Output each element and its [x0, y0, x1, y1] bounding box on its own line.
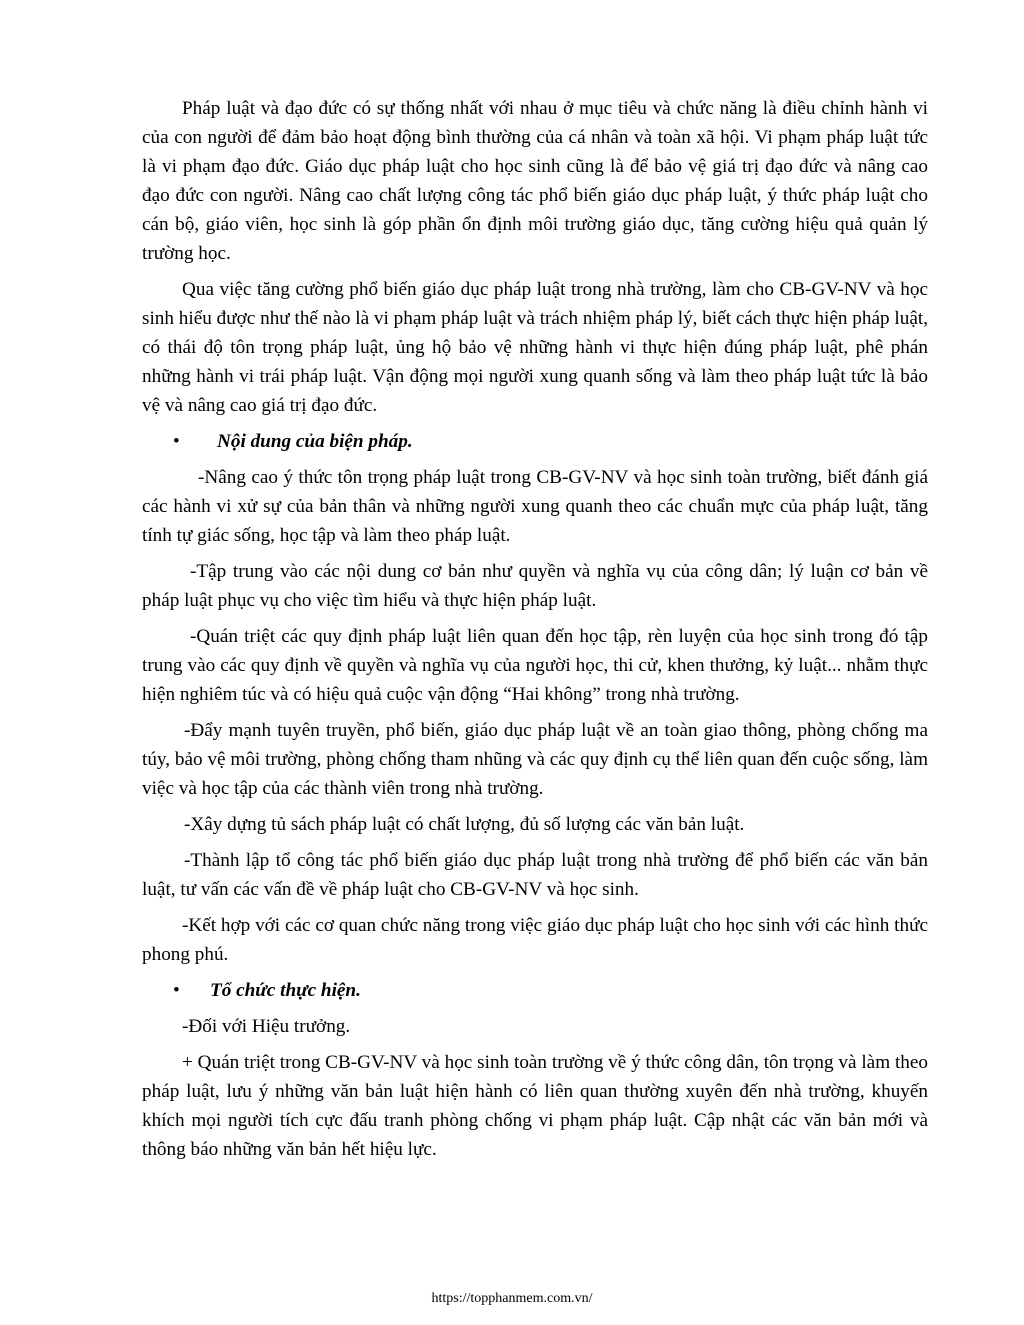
bullet-icon: • [173, 431, 180, 452]
paragraph-9: -Kết hợp với các cơ quan chức năng trong việc giáo dục pháp luật cho học sinh với các hình thức phong phú. [142, 915, 928, 965]
heading-to-chuc: Tổ chức thực hiện. [210, 980, 361, 1001]
footer-url: https://topphanmem.com.vn/ [431, 1291, 593, 1306]
bullet-icon: • [173, 980, 180, 1001]
paragraph-5: -Quán triệt các quy định pháp luật liên quan đến học tập, rèn luyện của học sinh trong đó tập trung vào các quy định về quyền và nghĩa vụ của người học, thi cử, khen thưởng, kỷ luật... nhằm thực hiện nghiêm túc và có hiệu quả cuộc vận động “Hai không” trong nhà trường. [142, 626, 928, 705]
paragraph-3: -Nâng cao ý thức tôn trọng pháp luật trong CB-GV-NV và học sinh toàn trường, biết đánh giá các hành vi xử sự của bản thân và những người xung quanh theo các chuẩn mực của pháp luật, tăng tính tự giác sống, học tập và làm theo pháp luật. [142, 467, 928, 546]
document-body [142, 94, 928, 1171]
paragraph-11: + Quán triệt trong CB-GV-NV và học sinh toàn trường về ý thức công dân, tôn trọng và làm theo pháp luật, lưu ý những văn bản luật hiện hành có liên quan thường xuyên đến nhà trường, khuyến khích mọi người tích cực đấu tranh phòng chống vi phạm pháp luật. Cập nhật các văn bản mới và thông báo những văn bản hết hiệu lực. [142, 1052, 928, 1160]
heading-noi-dung: Nội dung của biện pháp. [217, 431, 413, 452]
section-heading-content [142, 427, 928, 456]
paragraph-4: -Tập trung vào các nội dung cơ bản như quyền và nghĩa vụ của công dân; lý luận cơ bản về pháp luật phục vụ cho việc tìm hiểu và thực hiện pháp luật. [142, 561, 928, 611]
paragraph-10: -Đối với Hiệu trưởng. [182, 1016, 351, 1037]
paragraph-8: -Thành lập tổ công tác phổ biến giáo dục pháp luật trong nhà trường để phổ biến các văn bản luật, tư vấn các vấn đề về pháp luật cho CB-GV-NV và học sinh. [142, 850, 928, 900]
paragraph-6: -Đẩy mạnh tuyên truyền, phổ biến, giáo dục pháp luật về an toàn giao thông, phòng chống ma túy, bảo vệ môi trường, phòng chống tham nhũng và các quy định cụ thể liên quan đến cuộc sống, làm việc và học tập của các thành viên trong nhà trường. [142, 720, 928, 799]
paragraph-7: -Xây dựng tủ sách pháp luật có chất lượng, đủ số lượng các văn bản luật. [184, 814, 745, 835]
paragraph-2: Qua việc tăng cường phổ biến giáo dục pháp luật trong nhà trường, làm cho CB-GV-NV và học sinh hiểu được như thế nào là vi phạm pháp luật và trách nhiệm pháp lý, biết cách thực hiện pháp luật, có thái độ tôn trọng pháp luật, ủng hộ bảo vệ những hành vi thực hiện đúng pháp luật, phê phán những hành vi trái pháp luật. Vận động mọi người xung quanh sống và làm theo pháp luật tức là bảo vệ và nâng cao giá trị đạo đức. [142, 279, 928, 416]
paragraph-1: Pháp luật và đạo đức có sự thống nhất với nhau ở mục tiêu và chức năng là điều chỉnh hành vi của con người để đảm bảo hoạt động bình thường của cá nhân và toàn xã hội. Vi phạm pháp luật tức là vi phạm đạo đức. Giáo dục pháp luật cho học sinh cũng là để bảo vệ giá trị đạo đức và nâng cao đạo đức con người. Nâng cao chất lượng công tác phổ biến giáo dục pháp luật, ý thức pháp luật cho cán bộ, giáo viên, học sinh là góp phần ổn định môi trường giáo dục, tăng cường hiệu quả quản lý trường học. [142, 98, 928, 264]
section-heading-implementation [142, 976, 928, 1005]
